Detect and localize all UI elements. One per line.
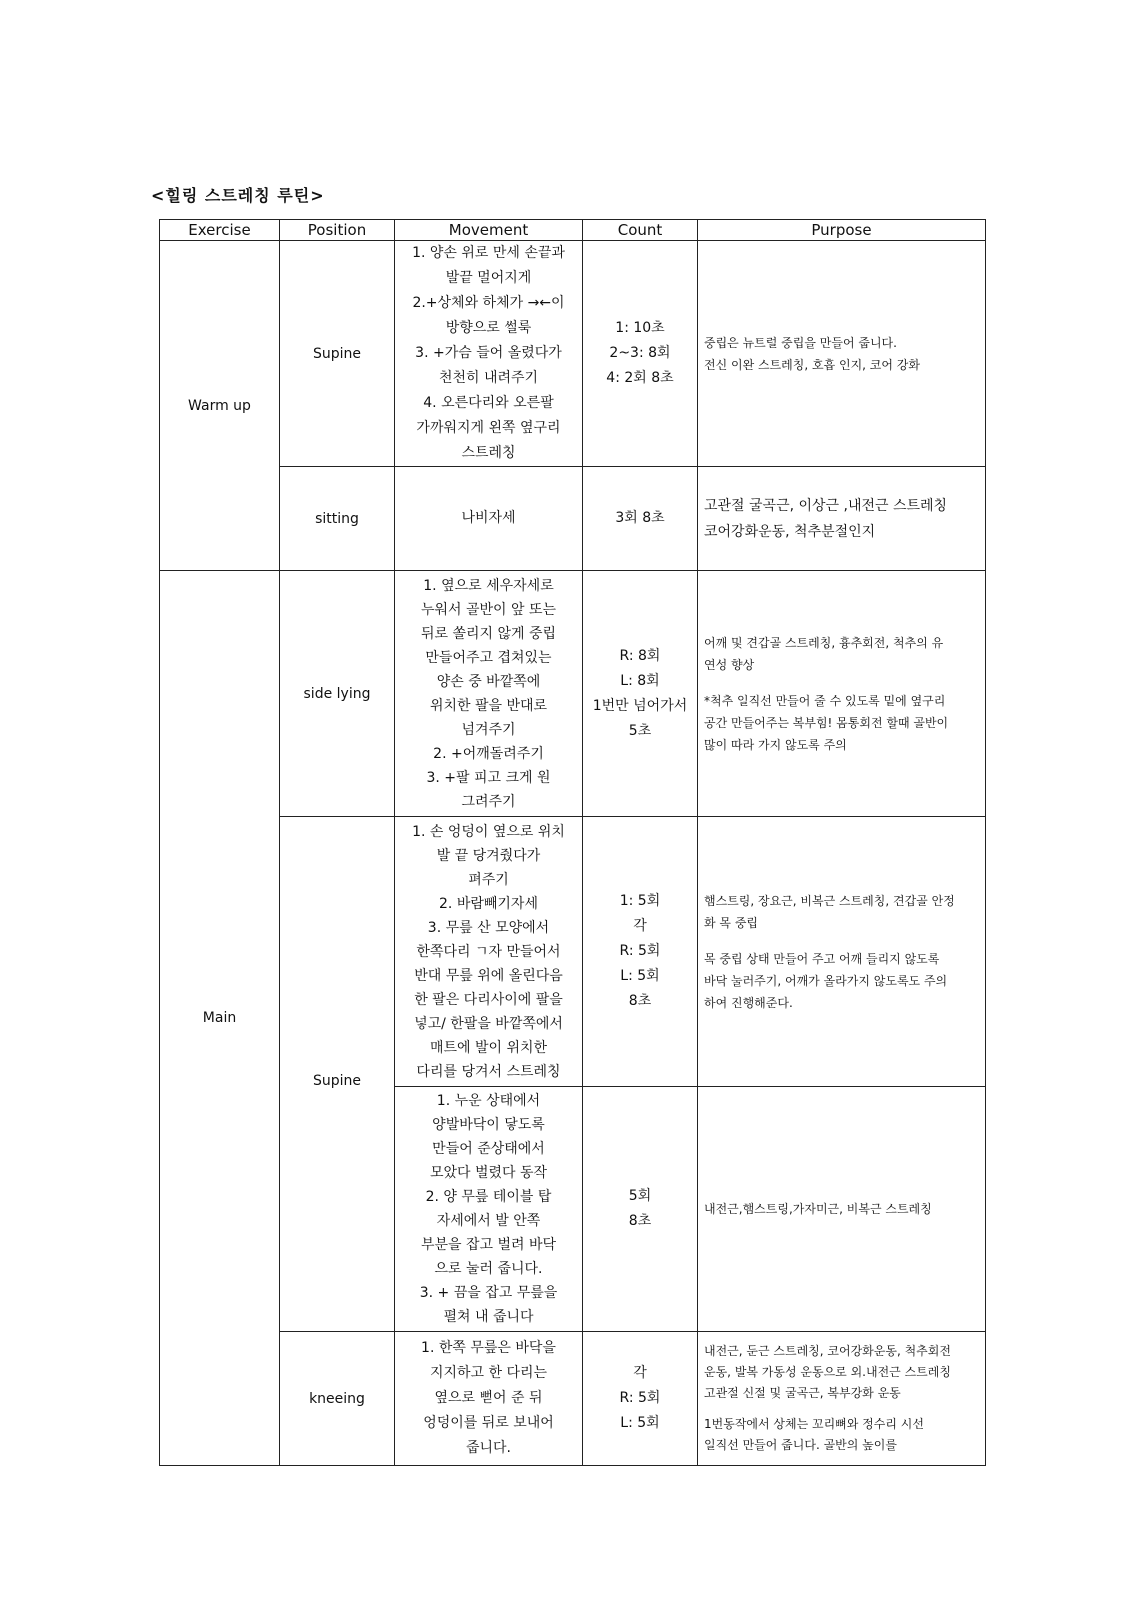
purpose-line: 하여 진행해준다. bbox=[704, 995, 793, 1010]
table-row bbox=[160, 467, 986, 571]
exercise-cell: Warm up bbox=[160, 241, 280, 571]
purpose-cell bbox=[698, 467, 986, 571]
movement-line: 옆으로 뻗어 준 뒤 bbox=[434, 1390, 543, 1406]
count-line: R: 8회 bbox=[619, 647, 661, 664]
movement-line: 가까워지게 왼쪽 옆구리 bbox=[416, 420, 561, 436]
movement-line: 자세에서 발 안쪽 bbox=[436, 1213, 541, 1229]
table-row bbox=[160, 241, 986, 467]
purpose-line: 운동, 발복 가동성 운동으로 외.내전근 스트레칭 bbox=[704, 1365, 951, 1379]
header-position: Position bbox=[280, 220, 395, 241]
count-line: R: 5회 bbox=[619, 1390, 661, 1406]
movement-line: 나비자세 bbox=[461, 510, 516, 526]
purpose-spacer bbox=[704, 1404, 979, 1414]
purpose-line: *척추 일직선 만들어 줄 수 있도록 밑에 옆구리 bbox=[704, 693, 946, 708]
count-cell bbox=[583, 817, 698, 1087]
movement-cell bbox=[395, 467, 583, 571]
purpose-line: 공간 만들어주는 복부힘! 몸통회전 할때 골반이 bbox=[704, 715, 949, 730]
count-line: 각 bbox=[633, 1365, 647, 1381]
count-line: L: 5회 bbox=[620, 1415, 660, 1431]
purpose-line: 내전근, 둔근 스트레칭, 코어강화운동, 척추회전 bbox=[704, 1344, 951, 1358]
movement-line: 발 끝 당겨줬다가 bbox=[436, 847, 541, 864]
movement-line: 발끝 멀어지게 bbox=[445, 270, 532, 286]
purpose-line: 내전근,햄스트링,가자미근, 비복근 스트레칭 bbox=[704, 1202, 932, 1216]
movement-line: 매트에 발이 위치한 bbox=[429, 1039, 548, 1056]
movement-line: 지지하고 한 다리는 bbox=[429, 1365, 548, 1381]
movement-line: 엉덩이를 뒤로 보내어 bbox=[423, 1415, 554, 1431]
movement-line: 3. +가슴 들어 올렸다가 bbox=[415, 345, 562, 361]
movement-line: 2. 양 무릎 테이블 탑 bbox=[425, 1189, 552, 1205]
purpose-line: 화 목 중립 bbox=[704, 915, 758, 930]
position-cell: Supine bbox=[280, 817, 395, 1332]
purpose-cell bbox=[698, 571, 986, 817]
movement-line: 넘겨주기 bbox=[461, 721, 516, 738]
exercise-cell: Main bbox=[160, 571, 280, 1466]
movement-cell bbox=[395, 241, 583, 467]
movement-line: 만들어 준상태에서 bbox=[432, 1141, 545, 1157]
count-line: 2~3: 8회 bbox=[609, 345, 671, 361]
movement-line: 반대 무릎 위에 올린다음 bbox=[414, 967, 563, 984]
movement-line: 위치한 팔을 반대로 bbox=[429, 697, 548, 714]
count-line: 5초 bbox=[628, 722, 652, 739]
count-cell bbox=[583, 1332, 698, 1466]
movement-line: 2. +어깨돌려주기 bbox=[433, 745, 544, 762]
count-line: L: 8회 bbox=[620, 672, 660, 689]
movement-line: 부분을 잡고 벌려 바닥 bbox=[420, 1237, 557, 1253]
movement-line: 1. 한쪽 무릎은 바닥을 bbox=[421, 1340, 556, 1356]
movement-cell bbox=[395, 1332, 583, 1466]
position-cell: sitting bbox=[280, 467, 395, 571]
movement-line: 한쪽다리 ㄱ자 만들어서 bbox=[416, 943, 561, 960]
count-line: 8초 bbox=[628, 1213, 652, 1229]
position-cell: side lying bbox=[280, 571, 395, 817]
movement-line: 한 팔은 다리사이에 팔을 bbox=[414, 991, 563, 1008]
header-exercise: Exercise bbox=[160, 220, 280, 241]
purpose-line: 고관절 신절 및 굴곡근, 복부강화 운동 bbox=[704, 1386, 901, 1400]
movement-line: 천천히 내려주기 bbox=[438, 370, 539, 386]
movement-line: 2. 바람빼기자세 bbox=[439, 895, 538, 912]
movement-line: 1. 양손 위로 만세 손끝과 bbox=[412, 245, 565, 261]
count-line: L: 5회 bbox=[620, 968, 660, 984]
purpose-cell bbox=[698, 1087, 986, 1332]
count-cell bbox=[583, 1087, 698, 1332]
header-movement: Movement bbox=[395, 220, 583, 241]
movement-cell bbox=[395, 817, 583, 1087]
movement-line: 으로 눌러 줍니다. bbox=[434, 1261, 543, 1277]
movement-line: 2.+상체와 하체가 →←이 bbox=[412, 295, 565, 311]
purpose-line: 햄스트링, 장요근, 비복근 스트레칭, 견갑골 안정 bbox=[704, 893, 955, 908]
table-row bbox=[160, 817, 986, 1087]
purpose-line: 고관절 굴곡근, 이상근 ,내전근 스트레칭 bbox=[704, 497, 948, 514]
count-line: R: 5회 bbox=[619, 943, 661, 959]
movement-line: 다리를 당겨서 스트레칭 bbox=[416, 1063, 561, 1080]
movement-line: 양손 중 바깥쪽에 bbox=[436, 673, 541, 690]
header-purpose: Purpose bbox=[698, 220, 986, 241]
purpose-spacer bbox=[704, 934, 979, 948]
movement-line: 스트레칭 bbox=[461, 445, 516, 461]
count-line: 5회 bbox=[628, 1188, 652, 1204]
position-cell: kneeing bbox=[280, 1332, 395, 1466]
position-cell: Supine bbox=[280, 241, 395, 467]
count-line: 8초 bbox=[628, 993, 652, 1009]
table-row bbox=[160, 571, 986, 817]
movement-line: 1. 옆으로 세우자세로 bbox=[423, 577, 554, 594]
header-row bbox=[160, 220, 986, 241]
purpose-line: 전신 이완 스트레칭, 호흡 인지, 코어 강화 bbox=[704, 357, 920, 372]
count-line: 4: 2회 8초 bbox=[606, 370, 674, 386]
purpose-cell bbox=[698, 817, 986, 1087]
movement-line: 방향으로 썰룩 bbox=[445, 320, 532, 336]
count-cell bbox=[583, 467, 698, 571]
movement-line: 뒤로 쏠리지 않게 중립 bbox=[420, 625, 557, 642]
movement-line: 펴주기 bbox=[468, 871, 509, 888]
purpose-line: 연성 향상 bbox=[704, 657, 755, 672]
movement-line: 넣고/ 한팔을 바깥쪽에서 bbox=[414, 1015, 563, 1032]
movement-line: 1. 누운 상태에서 bbox=[436, 1093, 541, 1109]
count-line: 각 bbox=[633, 918, 647, 934]
movement-cell bbox=[395, 1087, 583, 1332]
header-count: Count bbox=[583, 220, 698, 241]
movement-line: 줍니다. bbox=[465, 1440, 512, 1456]
movement-line: 모았다 벌렸다 동작 bbox=[429, 1165, 548, 1181]
purpose-line: 일직선 만들어 줍니다. 골반의 높이를 bbox=[704, 1438, 897, 1452]
movement-line: 1. 손 엉덩이 옆으로 위치 bbox=[412, 823, 565, 840]
count-cell bbox=[583, 241, 698, 467]
movement-line: 4. 오른다리와 오른팔 bbox=[423, 395, 554, 411]
table-row bbox=[160, 1332, 986, 1466]
purpose-cell bbox=[698, 1332, 986, 1466]
purpose-spacer bbox=[704, 676, 979, 690]
page-title: <힐링 스트레칭 루틴> bbox=[151, 186, 325, 205]
count-line: 1번만 넘어가서 bbox=[592, 697, 688, 714]
movement-line: 3. +팔 피고 크게 원 bbox=[426, 769, 551, 786]
purpose-line: 어깨 및 견갑골 스트레칭, 흉추회전, 척추의 유 bbox=[704, 635, 944, 650]
movement-line: 양발바닥이 닿도록 bbox=[432, 1117, 545, 1133]
count-line: 1: 5회 bbox=[619, 893, 661, 909]
movement-line: 3. + 끔을 잡고 무릎을 bbox=[419, 1285, 558, 1301]
routine-table bbox=[159, 219, 986, 1466]
purpose-line: 많이 따라 가지 않도록 주의 bbox=[704, 737, 847, 752]
movement-line: 만들어주고 겹쳐있는 bbox=[425, 649, 552, 666]
purpose-line: 바닥 눌러주기, 어깨가 올라가지 않도록도 주의 bbox=[704, 973, 948, 988]
movement-line: 그려주기 bbox=[461, 793, 516, 810]
purpose-cell bbox=[698, 241, 986, 467]
count-line: 1: 10초 bbox=[615, 320, 665, 336]
movement-cell bbox=[395, 571, 583, 817]
purpose-line: 중립은 뉴트럴 중립을 만들어 줍니다. bbox=[704, 335, 897, 350]
purpose-line: 코어강화운동, 척추분절인지 bbox=[704, 523, 876, 540]
purpose-line: 목 중립 상태 만들어 주고 어깨 들리지 않도록 bbox=[704, 951, 940, 966]
movement-line: 3. 무릎 산 모양에서 bbox=[427, 919, 550, 936]
movement-line: 누워서 골반이 앞 또는 bbox=[420, 601, 557, 618]
purpose-line: 1번동작에서 상체는 꼬리뼈와 정수리 시선 bbox=[704, 1417, 924, 1431]
count-line: 3회 8초 bbox=[615, 510, 665, 526]
count-cell bbox=[583, 571, 698, 817]
movement-line: 펼쳐 내 줍니다 bbox=[443, 1309, 534, 1325]
